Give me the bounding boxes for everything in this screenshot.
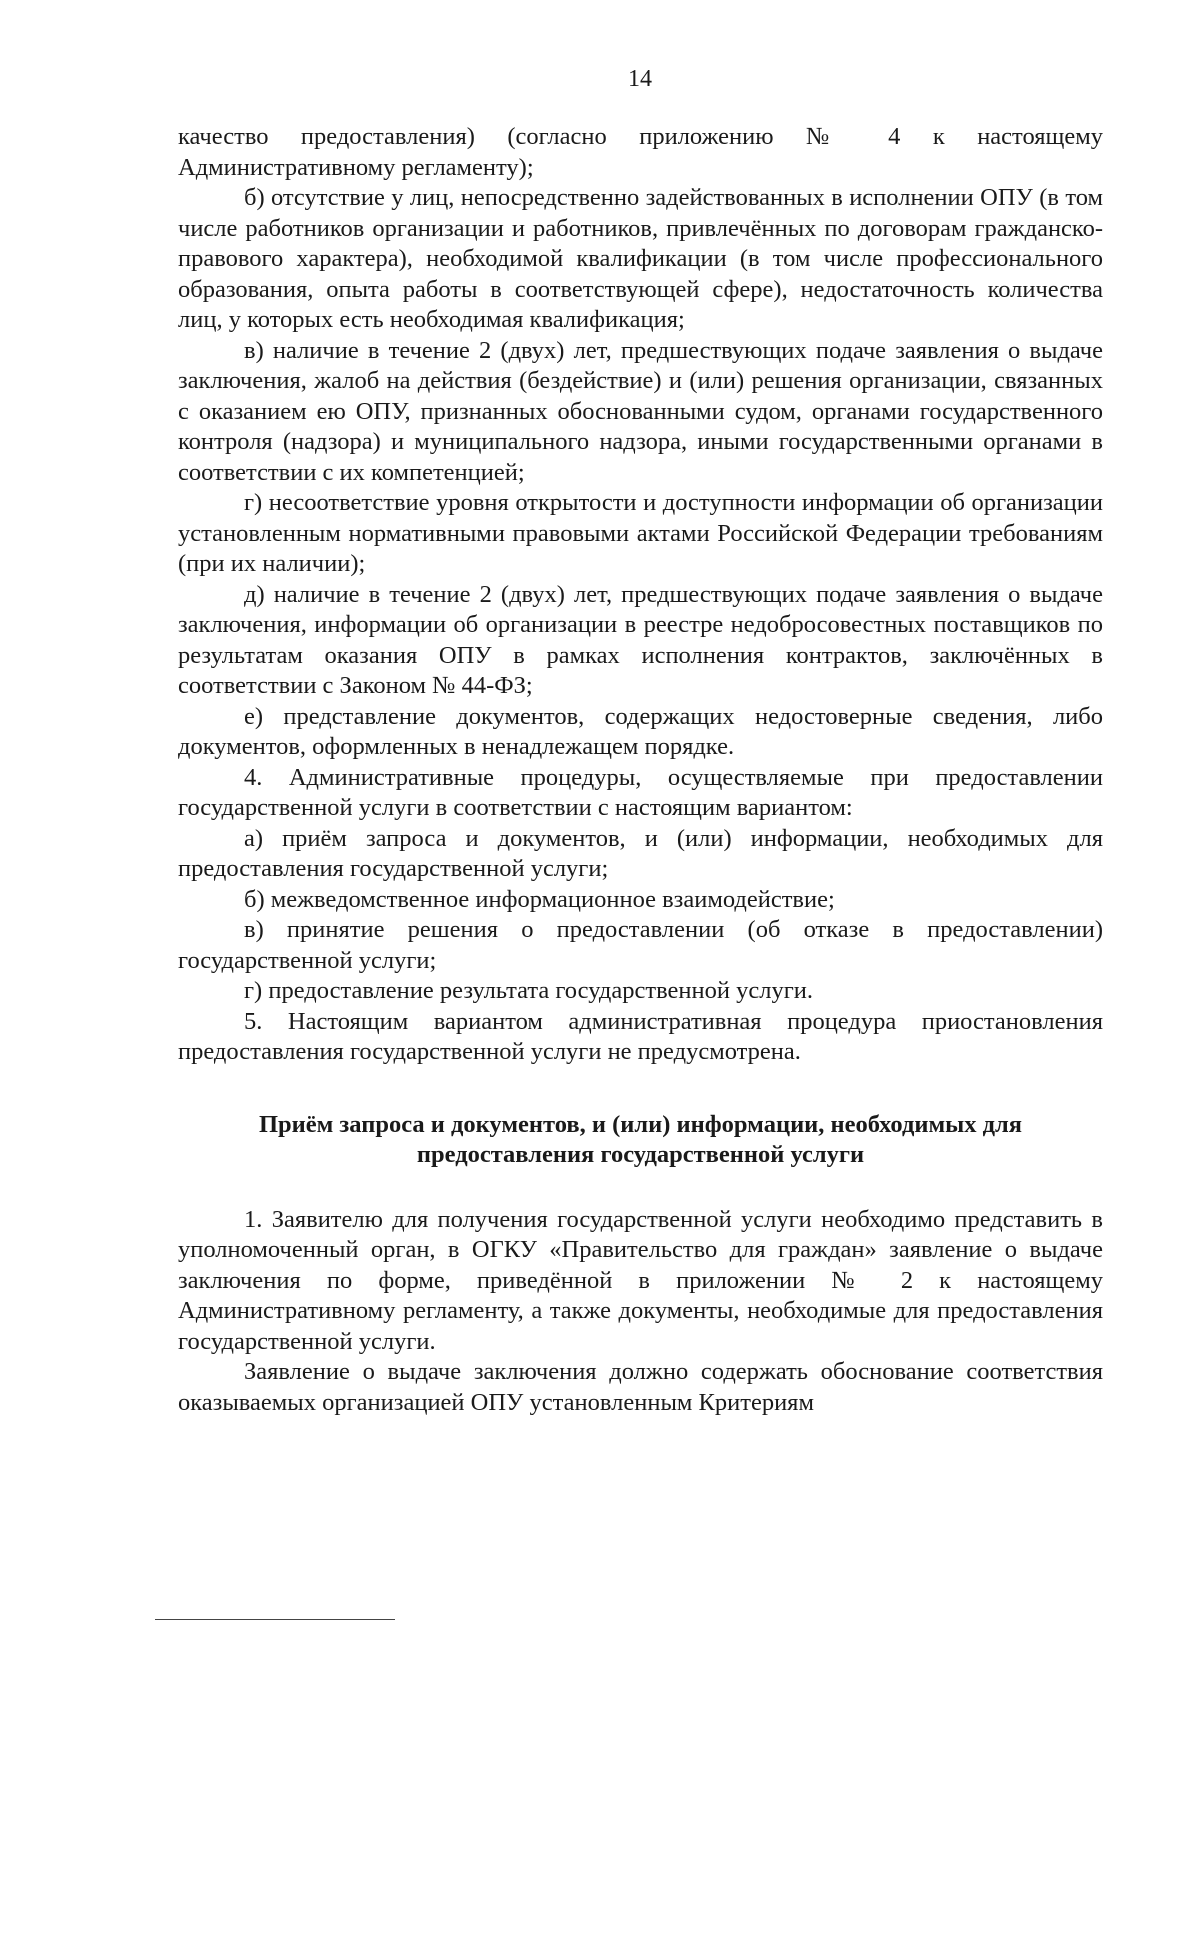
paragraph: г) предоставление результата государственной услуги. [244,977,813,1004]
paragraph: в) принятие решения о предоставлении (об отказе в предоставлении) государственной услуги; [178,916,1103,974]
paragraph: б) отсутствие у лиц, непосредственно задействованных в исполнении ОПУ (в том числе работников организации и работников, привлечённых по договорам гражданско-правового характера), необходимой квалификации (в том числе профессионального образования, опыта работы в соответствующей сфере), недостаточность количества лиц, у которых есть необходимая квалификация; [178,184,1103,333]
paragraph: качество предоставления) (согласно приложению № 4 к настоящему Административному регламенту); [178,123,1103,181]
paragraph: Заявление о выдаче заключения должно содержать обоснование соответствия оказываемых организацией ОПУ установленным Критериям [178,1358,1103,1416]
paragraph: в) наличие в течение 2 (двух) лет, предшествующих подаче заявления о выдаче заключения, жалоб на действия (бездействие) и (или) решения организации, связанных с оказанием ею ОПУ, признанных обоснованными судом, органами государственного контроля (надзора) и муниципального надзора, иными государственными органами в соответствии с их компетенцией; [178,336,1103,486]
paragraph: д) наличие в течение 2 (двух) лет, предшествующих подаче заявления о выдаче заключения, информации об организации в реестре недобросовестных поставщиков по результатам оказания ОПУ в рамках исполнения контрактов, заключённых в соответствии с Законом № 44-ФЗ; [178,580,1103,699]
paragraph: г) несоответствие уровня открытости и доступности информации об организации установленным нормативными правовыми актами Российской Федерации требованиям (при их наличии); [178,489,1103,577]
page-number: 14 [628,66,652,92]
paragraph: 5. Настоящим вариантом административная процедура приостановления предоставления государственной услуги не предусмотрена. [178,1007,1103,1065]
document-body [178,122,1103,1418]
section-heading: Приём запроса и документов, и (или) информации, необходимых для предоставления государственной услуги [258,1110,1023,1168]
paragraph: а) приём запроса и документов, и (или) информации, необходимых для предоставления государственной услуги; [178,824,1103,882]
paragraph: 4. Административные процедуры, осуществляемые при предоставлении государственной услуги в соответствии с настоящим вариантом: [178,763,1103,821]
paragraph: б) межведомственное информационное взаимодействие; [244,885,835,913]
paragraph: 1. Заявителю для получения государственной услуги необходимо представить в уполномоченный орган, в ОГКУ «Правительство для граждан» заявление о выдаче заключения по форме, приведённой в приложении № 2 к настоящему Административному регламенту, а также документы, необходимые для предоставления государственной услуги. [178,1205,1103,1355]
footnote-divider [155,1619,395,1620]
paragraph: е) представление документов, содержащих недостоверные сведения, либо документов, оформленных в ненадлежащем порядке. [178,702,1103,760]
